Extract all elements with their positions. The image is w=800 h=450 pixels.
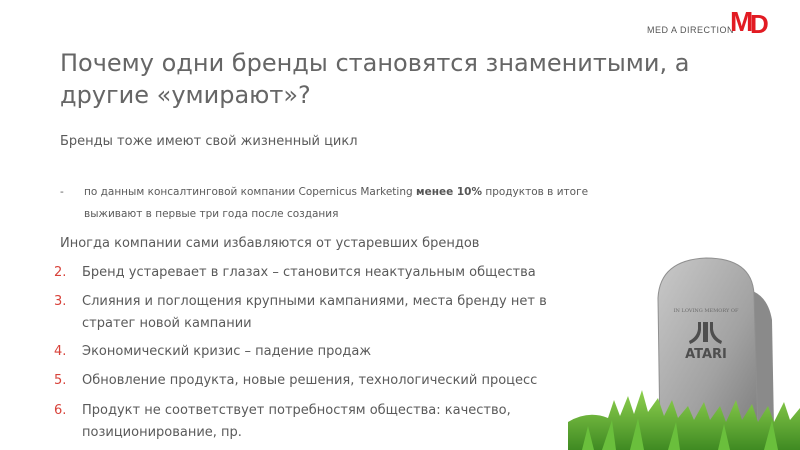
list-text: Слияния и поглощения крупными кампаниями, места бренду нет в стратег новой кампании: [82, 294, 547, 331]
list-text: Бренд устаревает в глазах – становится неактуальным общества: [82, 265, 536, 280]
note-bold: менее 10%: [416, 186, 482, 198]
list-number: 4.: [54, 344, 67, 359]
md-logo-icon: [730, 6, 778, 36]
list-item: [54, 370, 594, 392]
list-text: Экономический кризис – падение продаж: [82, 344, 372, 359]
list-number: 2.: [54, 265, 67, 280]
svg-text:M: M: [730, 6, 754, 36]
list-item: [54, 291, 584, 335]
list-number: 5.: [54, 373, 67, 388]
note-text: [84, 181, 624, 225]
list-number: 3.: [54, 294, 67, 309]
list-item: [54, 262, 594, 284]
note-post: продуктов в итоге выживают в первые три года после создания: [84, 186, 589, 220]
logo-text: MED A DIRECTION: [646, 25, 734, 35]
list-item: [54, 400, 594, 444]
svg-text:D: D: [750, 9, 769, 36]
note-pre: по данным консалтинговой компании Copernicus Marketing: [84, 186, 416, 198]
note-dash: -: [60, 186, 64, 198]
page-title: Почему одни бренды становятся знаменитыми, а другие «умирают»?: [60, 49, 690, 109]
tombstone-inscription: IN LOVING MEMORY OF: [673, 308, 739, 314]
list-item: [54, 341, 594, 363]
list-text: Продукт не соответствует потребностям общества: качество, позиционирование, пр.: [82, 403, 511, 440]
list-text: Обновление продукта, новые решения, технологический процесс: [82, 373, 538, 388]
list-number: 6.: [54, 403, 67, 418]
brand-logo: [618, 6, 778, 38]
intro-text: Бренды тоже имеют свой жизненный цикл: [60, 134, 358, 149]
tombstone-illustration: [568, 250, 800, 450]
tombstone-name: ATARI: [685, 347, 727, 362]
lead-text: Иногда компании сами избавляются от устаревших брендов: [60, 236, 480, 251]
